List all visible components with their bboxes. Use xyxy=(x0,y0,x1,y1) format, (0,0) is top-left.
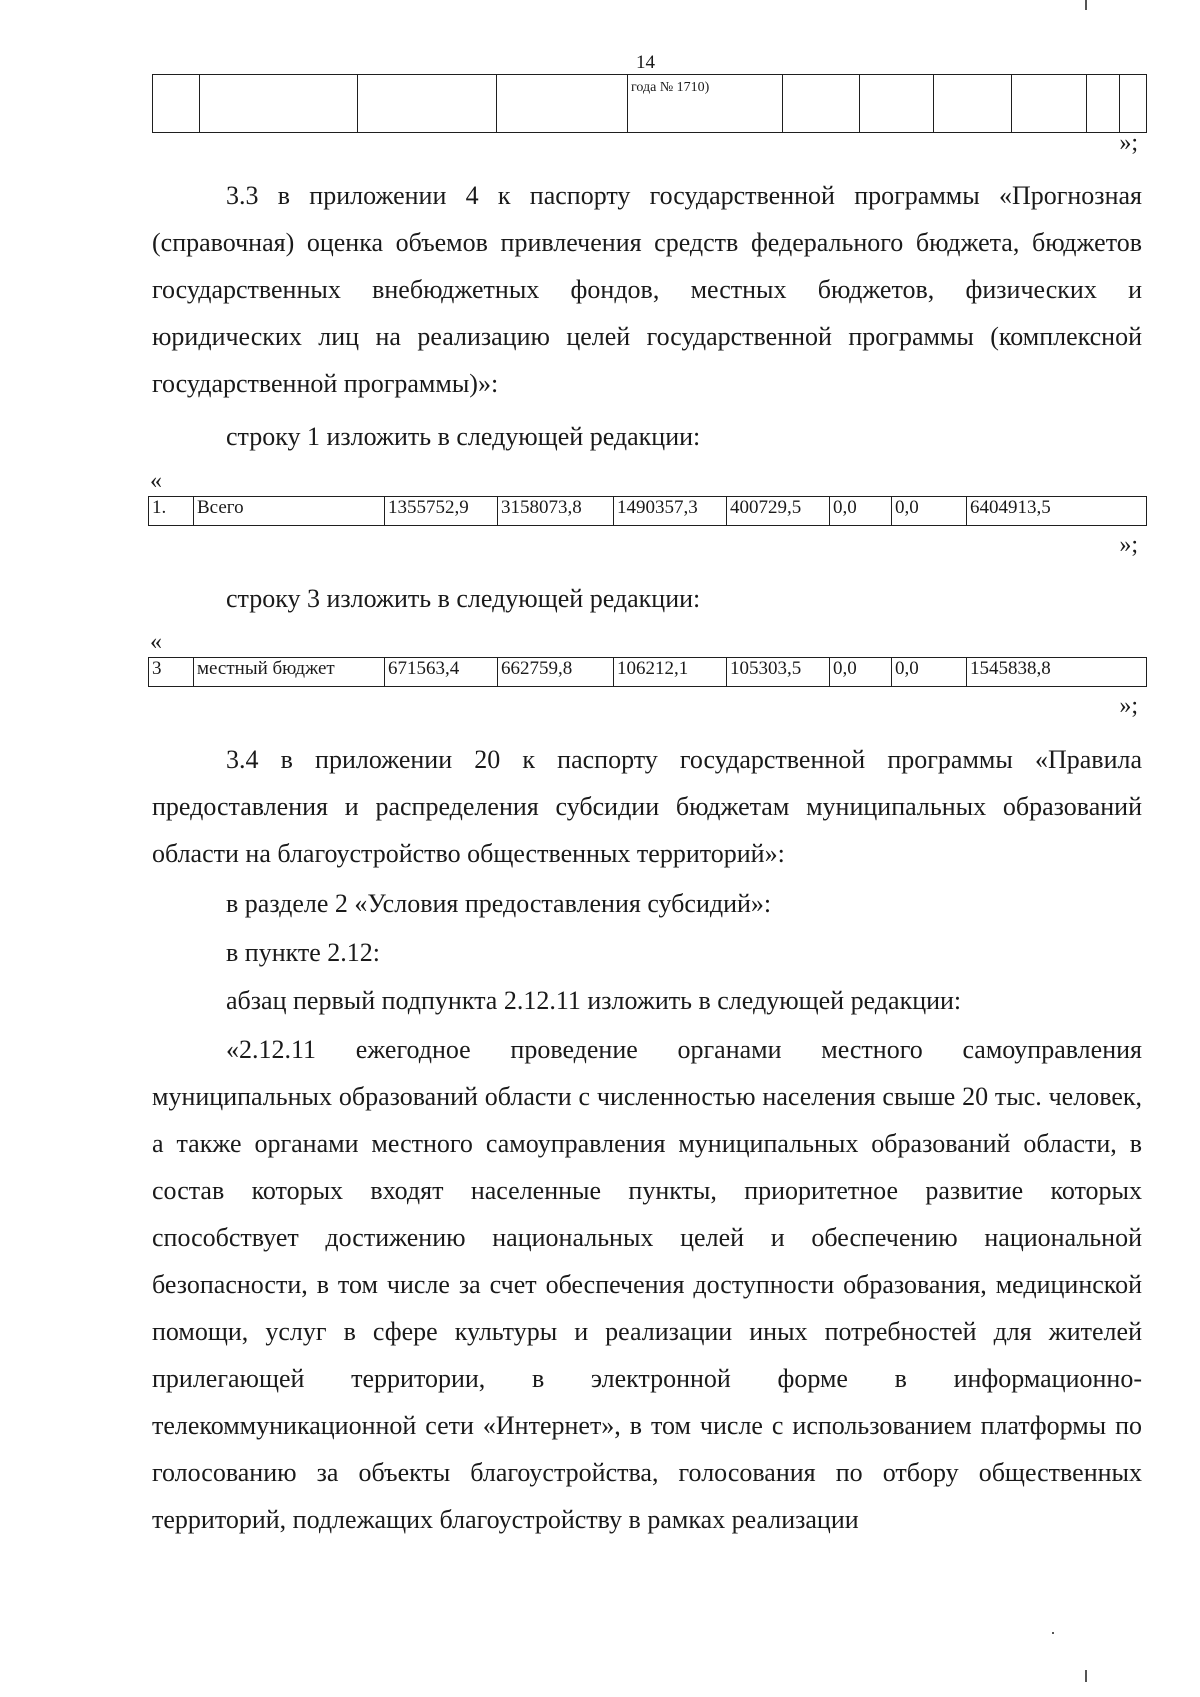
closing-quote: »; xyxy=(1119,130,1138,156)
point-line: в пункте 2.12: xyxy=(226,938,381,967)
table-cell: 3 xyxy=(149,658,194,687)
table-cell: года № 1710) xyxy=(628,75,783,133)
table-cell: 1490357,3 xyxy=(614,497,727,526)
table-cell xyxy=(1087,75,1120,133)
subpoint-line: абзац первый подпункта 2.12.11 изложить в следующей редакции: xyxy=(226,986,962,1015)
row3-table xyxy=(148,657,1147,687)
table-cell: 662759,8 xyxy=(498,658,614,687)
scan-mark xyxy=(1052,1632,1054,1634)
row3-intro: строку 3 изложить в следующей редакции: xyxy=(226,584,701,613)
row1-intro: строку 1 изложить в следующей редакции: xyxy=(226,422,701,451)
table-cell xyxy=(1120,75,1147,133)
section-3-3-paragraph: 3.3 в приложении 4 к паспорту государственной программы «Прогнозная (справочная) оценка объемов привлечения средств федерального бюджета, бюджетов государственных внебюджетных фондов, местных бюджетов, физических и юридических лиц на реализацию целей государственной программы (комплексной государственной программы)»: xyxy=(152,181,1142,398)
table-cell: 3158073,8 xyxy=(498,497,614,526)
closing-quote: »; xyxy=(1119,693,1138,719)
table-cell xyxy=(934,75,1012,133)
table-cell: 1. xyxy=(149,497,194,526)
table-cell xyxy=(153,75,200,133)
table-cell: 0,0 xyxy=(830,497,892,526)
table-cell: 1355752,9 xyxy=(385,497,498,526)
table-cell xyxy=(1012,75,1087,133)
table-cell xyxy=(860,75,934,133)
table-cell xyxy=(358,75,497,133)
table-cell: 1545838,8 xyxy=(967,658,1147,687)
page-number: 14 xyxy=(636,52,655,73)
table-cell: 400729,5 xyxy=(727,497,830,526)
scan-mark xyxy=(1085,1670,1087,1682)
continuation-table xyxy=(152,74,1147,133)
section-3-4-paragraph: 3.4 в приложении 20 к паспорту государственной программы «Правила предоставления и распределения субсидии бюджетам муниципальных образований области на благоустройство общественных территорий»: xyxy=(152,745,1142,868)
table-cell: 106212,1 xyxy=(614,658,727,687)
row1-table xyxy=(148,496,1147,526)
closing-quote: »; xyxy=(1119,532,1138,558)
table-row xyxy=(149,658,1147,687)
table-cell xyxy=(783,75,860,133)
table-cell: 105303,5 xyxy=(727,658,830,687)
table-cell xyxy=(200,75,358,133)
quoted-paragraph: «2.12.11 ежегодное проведение органами местного самоуправления муниципальных образований области с численностью населения свыше 20 тыс. человек, а также органами местного самоуправления муниципальных образований области, в состав которых входят населенные пункты, приоритетное развитие которых способствует достижению национальных целей и обеспечению национальной безопасности, в том числе за счет обеспечения доступности образования, медицинской помощи, услуг в сфере культуры и реализации иных потребностей для жителей прилегающей территории, в электронной форме в информационно-телекоммуникационной сети «Интернет», в том числе с использованием платформы по голосованию за объекты благоустройства, голосования по отбору общественных территорий, подлежащих благоустройству в рамках реализации xyxy=(152,1035,1142,1534)
table-cell: Всего xyxy=(194,497,385,526)
table-cell xyxy=(497,75,628,133)
opening-quote: « xyxy=(150,629,162,655)
table-cell: местный бюджет xyxy=(194,658,385,687)
opening-quote: « xyxy=(150,468,162,494)
table-cell: 671563,4 xyxy=(385,658,498,687)
section2-line: в разделе 2 «Условия предоставления субсидий»: xyxy=(226,889,772,918)
scan-mark xyxy=(1085,0,1087,10)
table-row xyxy=(149,497,1147,526)
table-cell: 0,0 xyxy=(892,497,967,526)
table-cell: 0,0 xyxy=(892,658,967,687)
table-cell: 0,0 xyxy=(830,658,892,687)
table-cell: 6404913,5 xyxy=(967,497,1147,526)
table-row xyxy=(153,75,1147,133)
